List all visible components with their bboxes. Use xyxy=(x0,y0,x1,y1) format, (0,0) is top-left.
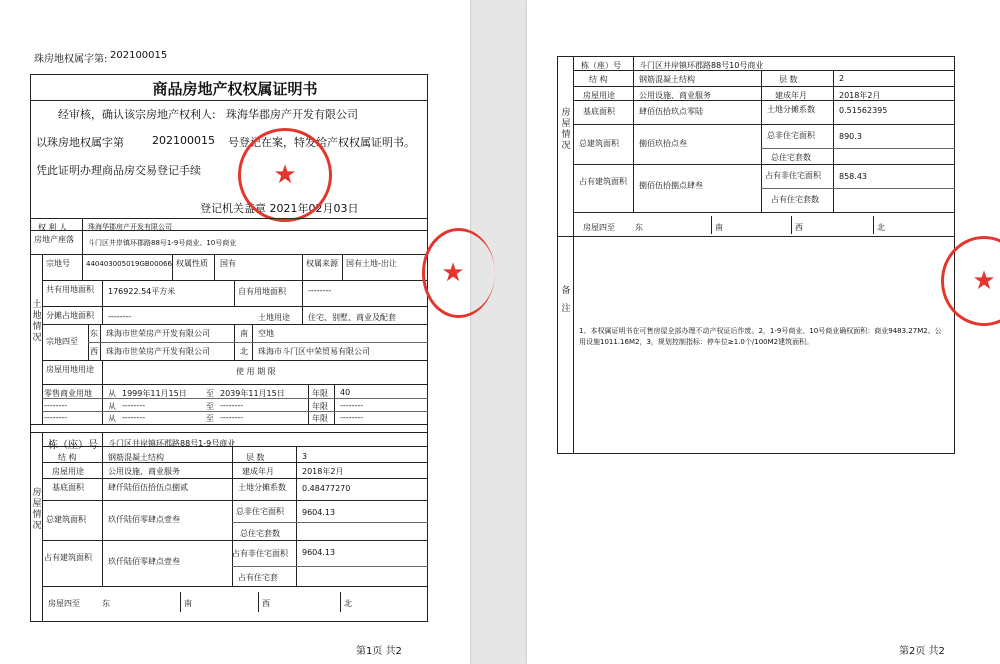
p2-own-area-label: 占有建筑面积 xyxy=(579,177,627,186)
p2-own-res-label: 占有住宅套数 xyxy=(771,195,819,204)
usage-label: 房屋用地用途 xyxy=(46,365,94,374)
p2-total-area-label: 总建筑面积 xyxy=(579,139,619,148)
years-label-3: 年限 xyxy=(312,414,328,423)
from-1: 1999年11月15日 xyxy=(122,389,187,398)
hb-north: 北 xyxy=(344,599,352,608)
p2-structure: 钢筋混凝土结构 xyxy=(639,75,695,84)
building-label: 栋（座）号 xyxy=(48,440,98,451)
land-west-label: 西 xyxy=(90,347,98,356)
built: 2018年2月 xyxy=(302,467,344,476)
land-share: 0.48477270 xyxy=(302,484,351,493)
boundary-label: 宗地四至 xyxy=(46,337,78,346)
parcel-no-label: 宗地号 xyxy=(46,259,70,268)
land-south-label: 南 xyxy=(240,329,248,338)
p2-land-share-label: 土地分摊系数 xyxy=(767,105,815,114)
structure-label: 结 构 xyxy=(58,453,77,462)
p2-house-use: 公用设施、商业服务 xyxy=(639,91,711,100)
stamp-line: 登记机关盖章 2021年02月03日 xyxy=(200,202,359,215)
ownership-nature: 国有 xyxy=(220,259,236,268)
own-res-label: 占有住宅套 xyxy=(238,573,278,582)
edge-seal xyxy=(422,228,495,318)
para-owner-intro: 经审核，确认该宗房地产权利人: xyxy=(58,108,216,121)
to-label-2: 至 xyxy=(206,402,214,411)
from-label-3: 从 xyxy=(108,414,116,423)
shared-area: 176922.54平方米 xyxy=(108,287,176,296)
land-south: 空地 xyxy=(258,329,274,338)
to-3: -------- xyxy=(220,413,244,422)
p2-floors-label: 层 数 xyxy=(779,75,798,84)
hb-west: 西 xyxy=(262,599,270,608)
p2-non-res-label: 总非住宅面积 xyxy=(767,131,815,140)
registration-seal xyxy=(238,128,332,222)
certificate-page-1 xyxy=(0,0,470,664)
para-reg-c: 号登记在案，特发给产权权属证明书。 xyxy=(228,136,415,149)
certificate-page-2 xyxy=(527,0,1000,664)
p2-base-area: 肆佰伍拾玖点零陆 xyxy=(639,107,703,116)
location-value: 斗门区井岸镇环郡路88号1-9号商业、10号商业 xyxy=(88,239,237,247)
p2-structure-label: 结 构 xyxy=(589,75,608,84)
doc-number-label: 珠房地权属字第: xyxy=(34,54,108,65)
parcel-no: 440403005019GB00066 xyxy=(86,260,172,268)
apportion-label: 分摊占地面积 xyxy=(46,311,94,320)
p2-hb-south: 南 xyxy=(715,223,723,232)
p2-house-use-label: 房屋用途 xyxy=(583,91,615,100)
p2-own-non-res: 858.43 xyxy=(839,172,867,181)
from-label-1: 从 xyxy=(108,389,116,398)
land-north: 珠海市斗门区中荣贸易有限公司 xyxy=(258,347,370,356)
years-3: -------- xyxy=(340,413,364,422)
edge-seal-star-icon: ★ xyxy=(441,258,465,288)
p2-non-res: 890.3 xyxy=(839,132,862,141)
building: 斗门区井岸镇环郡路88号1-9号商业 xyxy=(108,439,236,448)
land-side-label: 土地情况 xyxy=(32,300,42,343)
from-2: -------- xyxy=(122,401,146,410)
page1-footer: 第1页 共2 xyxy=(356,646,402,657)
years-2: -------- xyxy=(340,401,364,410)
para-trade: 凭此证明办理商品房交易登记手续 xyxy=(36,164,201,177)
p2-land-share: 0.51562395 xyxy=(839,106,888,115)
p2-built: 2018年2月 xyxy=(839,91,881,100)
p2-base-area-label: 基底面积 xyxy=(583,107,615,116)
from-3: -------- xyxy=(122,413,146,422)
house-use-label: 房屋用途 xyxy=(52,467,84,476)
p2-building: 斗门区井岸镇环郡路88号10号商业 xyxy=(639,61,764,70)
p2-total-area: 捌佰玖拾点叁 xyxy=(639,139,687,148)
para-reg-no: 202100015 xyxy=(152,134,215,147)
remarks-label: 备注 xyxy=(561,286,571,314)
structure: 钢筋混凝土结构 xyxy=(108,453,164,462)
land-east: 珠海市世荣房产开发有限公司 xyxy=(106,329,210,338)
own-non-res: 9604.13 xyxy=(302,548,336,557)
source: 国有土地-出让 xyxy=(346,259,397,268)
remarks-text: 1、本权属证明书在可售房屋全部办理不动产权证后作废。2，1-9号商业、10号商业确权面积：商业9483.27M2、公用设施1011.16M2，3，规划控制指标：停车位≥1.0个/100M2建筑面积。 xyxy=(579,327,942,346)
own-area2: 玖仟陆佰零肆点壹叁 xyxy=(108,557,180,566)
land-east-label: 东 xyxy=(90,329,98,338)
own-area: -------- xyxy=(308,286,332,295)
page2-frame xyxy=(557,56,955,454)
para-reg-a: 以珠房地权属字第 xyxy=(36,136,124,149)
to-label-3: 至 xyxy=(206,414,214,423)
page2-footer: 第2页 共2 xyxy=(899,646,945,657)
own-non-res-label: 占有非住宅面积 xyxy=(232,549,288,558)
usage-3: -------- xyxy=(44,413,68,422)
p2-own-area: 捌佰伍拾捌点肆叁 xyxy=(639,181,703,190)
hb-south: 南 xyxy=(184,599,192,608)
to-2: -------- xyxy=(220,401,244,410)
shared-area-label: 共有用地面积 xyxy=(46,285,94,294)
usage-2: -------- xyxy=(44,401,68,410)
house-boundary-label: 房屋四至 xyxy=(48,599,80,608)
ownership-nature-label: 权属性质 xyxy=(176,259,208,268)
p2-house-boundary-label: 房屋四至 xyxy=(583,223,615,232)
hb-east: 东 xyxy=(102,599,110,608)
p2-hb-west: 西 xyxy=(795,223,803,232)
to-1: 2039年11月15日 xyxy=(220,389,285,398)
page-title: 商品房地产权权属证明书 xyxy=(152,80,318,98)
floors-label: 层 数 xyxy=(246,453,265,462)
res-label: 总住宅套数 xyxy=(240,529,280,538)
owner-value: 珠海华郡房产开发有限公司 xyxy=(88,223,172,231)
seal-star-icon: ★ xyxy=(273,160,297,190)
base-area: 肆仟陆佰伍拾伍点捌贰 xyxy=(108,483,188,492)
land-use-label: 土地用途 xyxy=(258,313,290,322)
period-label: 使 用 期 限 xyxy=(236,367,276,376)
own-area2-label: 占有建筑面积 xyxy=(44,553,92,562)
total-area-label: 总建筑面积 xyxy=(46,515,86,524)
non-res-label: 总非住宅面积 xyxy=(236,507,284,516)
total-area: 玖仟陆佰零肆点壹叁 xyxy=(108,515,180,524)
usage-1: 零售商业用地 xyxy=(44,389,92,398)
p2-floors: 2 xyxy=(839,74,845,83)
floors: 3 xyxy=(302,452,308,461)
p2-built-label: 建成年月 xyxy=(775,91,807,100)
source-label: 权属来源 xyxy=(306,259,338,268)
location-label: 房地产座落 xyxy=(34,235,74,244)
years-label-2: 年限 xyxy=(312,402,328,411)
own-area-label: 自有用地面积 xyxy=(238,287,286,296)
to-label-1: 至 xyxy=(206,389,214,398)
para-owner-name: 珠海华郡房产开发有限公司 xyxy=(226,108,358,121)
land-share-label: 土地分摊系数 xyxy=(238,483,286,492)
land-west: 珠海市世荣房产开发有限公司 xyxy=(106,347,210,356)
owner-label: 权 利 人 xyxy=(38,223,68,232)
p2-seal-star-icon: ★ xyxy=(972,266,996,296)
built-label: 建成年月 xyxy=(242,467,274,476)
p2-building-label: 栋（座）号 xyxy=(581,61,621,70)
doc-number: 202100015 xyxy=(110,50,168,61)
land-north-label: 北 xyxy=(240,347,248,356)
house-side-label: 房屋情况 xyxy=(32,488,42,531)
p2-house-side-label: 房屋情况 xyxy=(561,108,571,151)
years-1: 40 xyxy=(340,388,351,397)
p2-own-non-res-label: 占有非住宅面积 xyxy=(765,171,821,180)
house-use: 公用设施、商业服务 xyxy=(108,467,180,476)
from-label-2: 从 xyxy=(108,402,116,411)
p2-res-label: 总住宅套数 xyxy=(771,153,811,162)
base-area-label: 基底面积 xyxy=(52,483,84,492)
non-res: 9604.13 xyxy=(302,508,336,517)
p2-hb-east: 东 xyxy=(635,223,643,232)
p2-hb-north: 北 xyxy=(877,223,885,232)
apportion: -------- xyxy=(108,312,132,321)
land-use: 住宅、别墅、商业及配套 xyxy=(308,313,396,322)
years-label-1: 年限 xyxy=(312,389,328,398)
